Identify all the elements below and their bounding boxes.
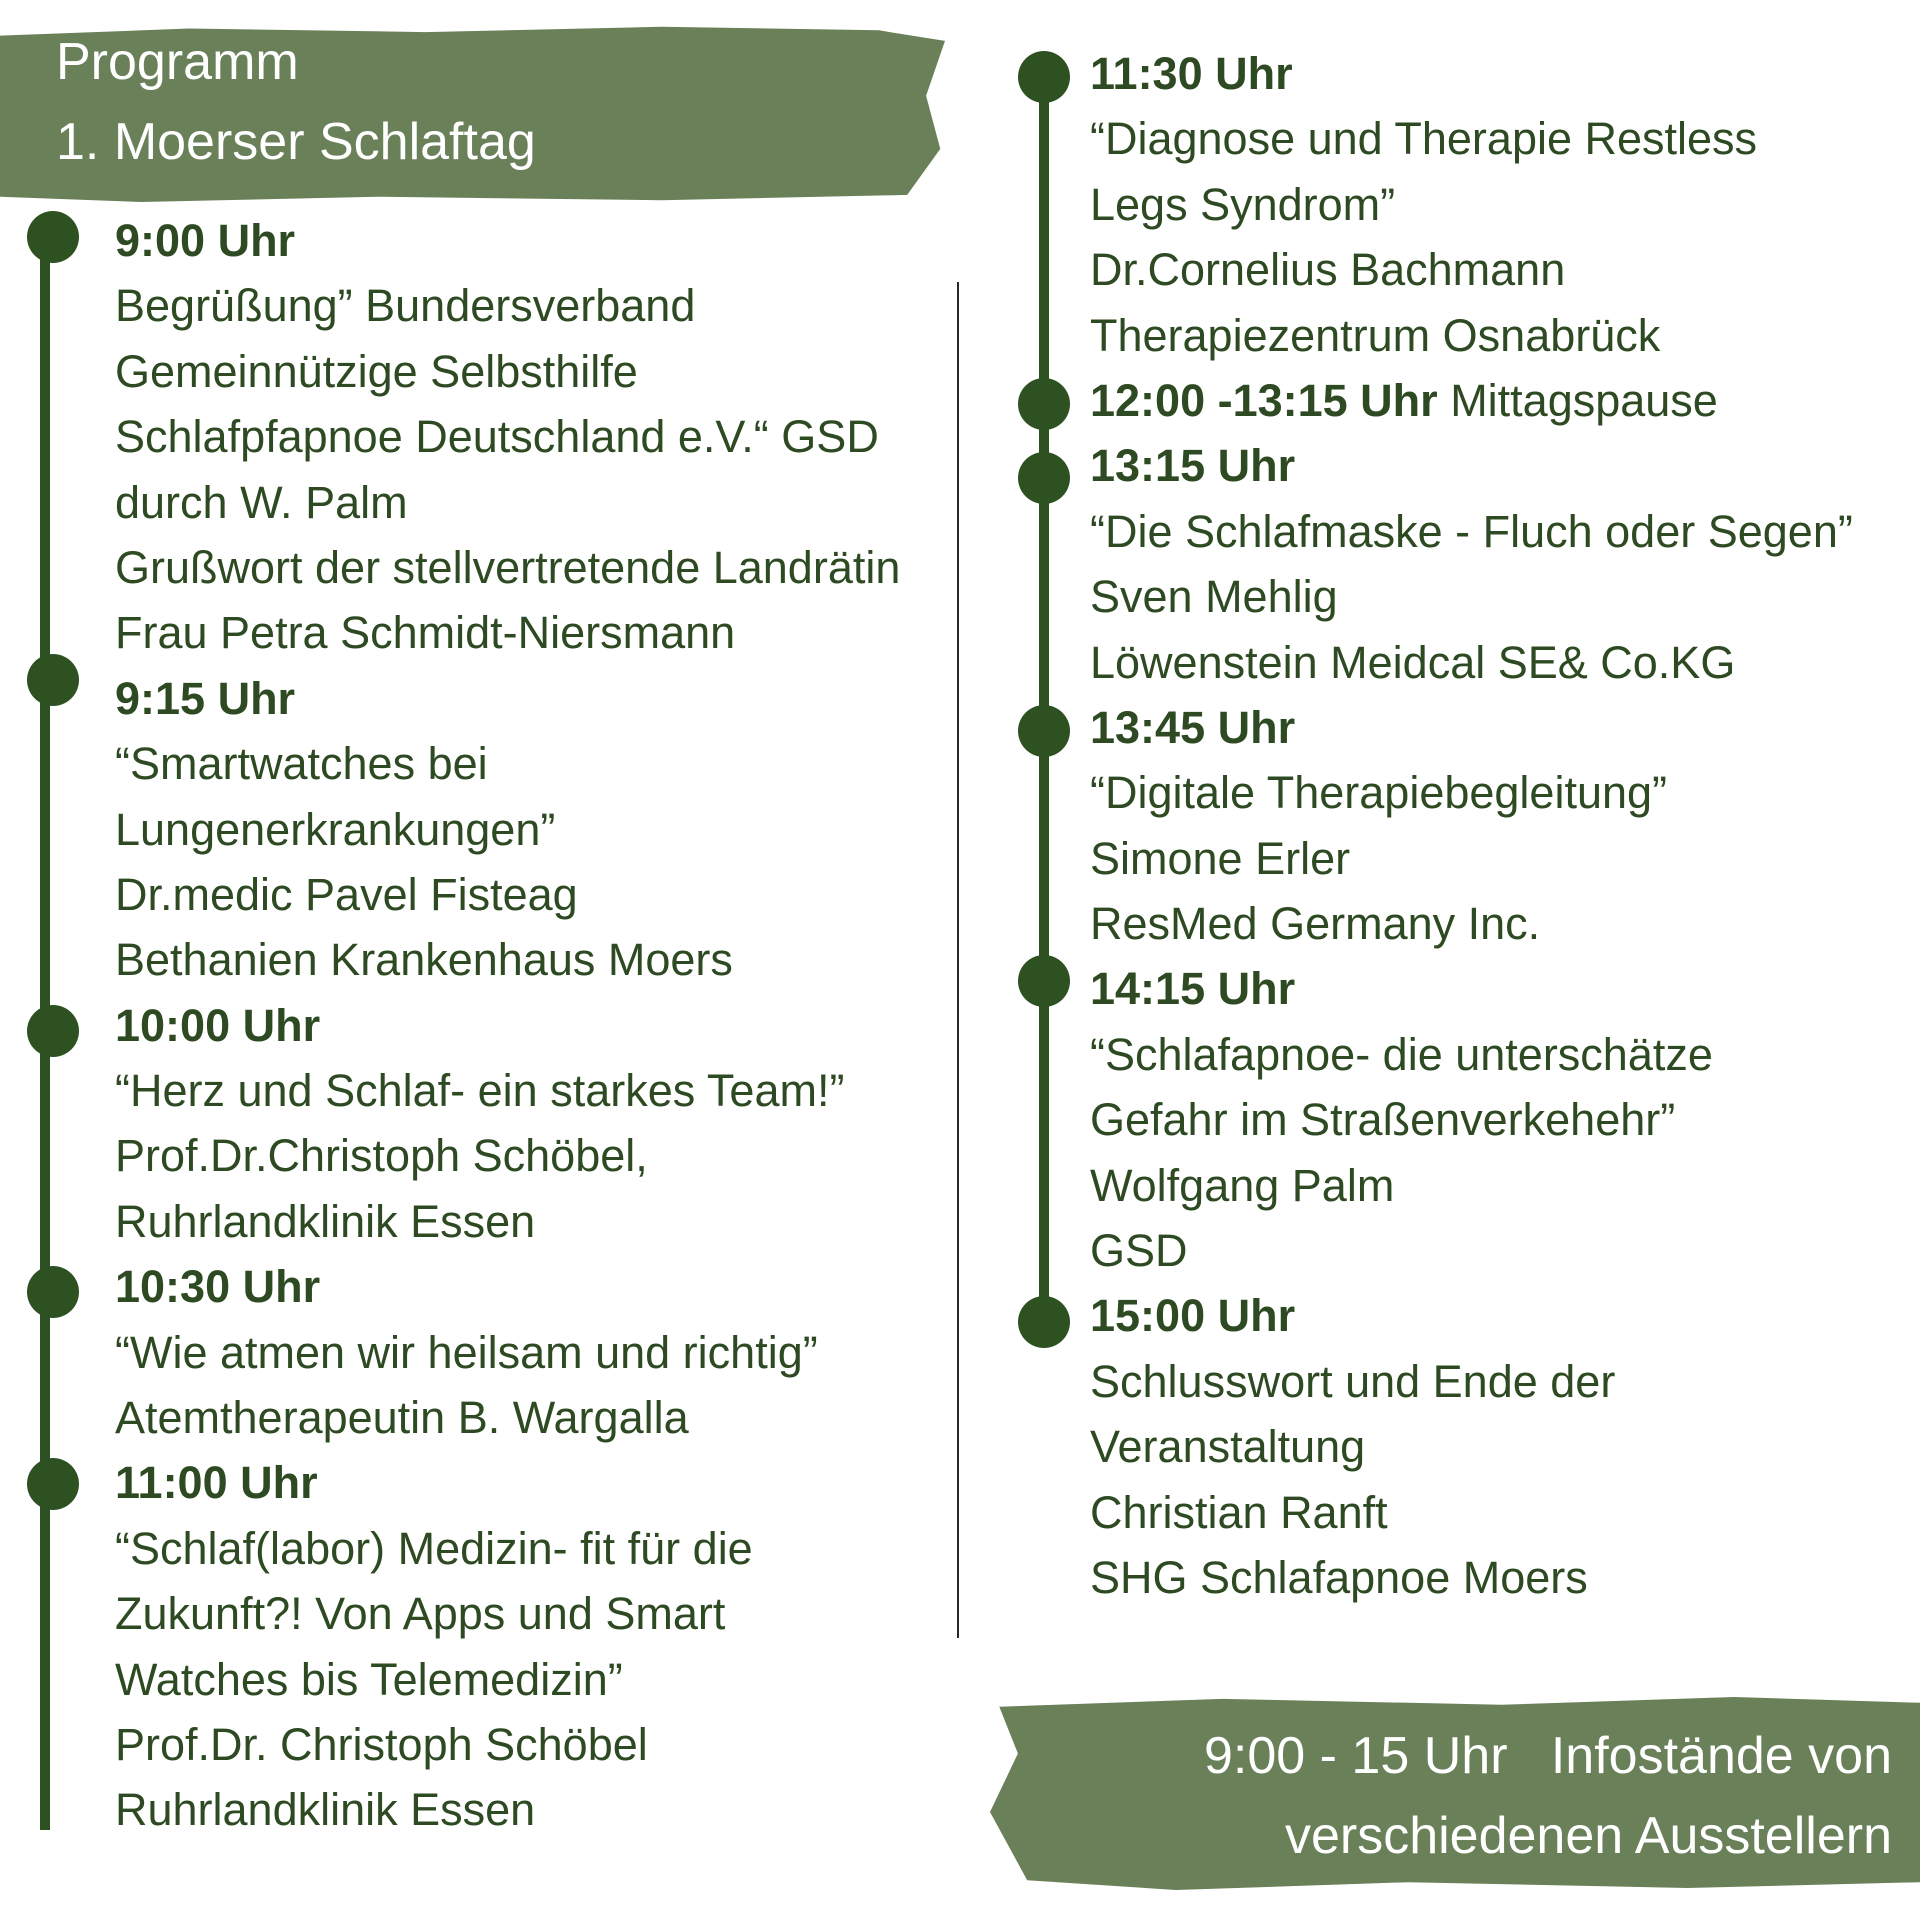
program-line: Frau Petra Schmidt-Niersmann — [115, 607, 736, 659]
program-line: Zukunft?! Von Apps und Smart — [115, 1588, 726, 1640]
program-line: Ruhrlandklinik Essen — [115, 1195, 536, 1247]
program-line: Atemtherapeutin B. Wargalla — [115, 1392, 689, 1444]
timeline-dot — [27, 1266, 79, 1318]
program-line: Löwenstein Meidcal SE& Co.KG — [1090, 636, 1736, 688]
timeline-dot — [1018, 51, 1070, 103]
timeline-dot — [1018, 378, 1070, 430]
time-label: 9:15 Uhr — [115, 672, 296, 724]
program-line: “Smartwatches bei — [115, 738, 488, 790]
timeline-dot — [27, 654, 79, 706]
time-label: 15:00 Uhr — [1090, 1290, 1296, 1342]
timeline-dot — [27, 1005, 79, 1057]
lunch-label: Mittagspause — [1437, 374, 1718, 426]
right-program-column — [1090, 41, 1910, 1610]
program-line: Dr.medic Pavel Fisteag — [115, 868, 578, 920]
program-line: “Die Schlafmaske - Fluch oder Segen” — [1090, 505, 1853, 557]
program-line: Ruhrlandklinik Essen — [115, 1784, 536, 1836]
program-line: Veranstaltung — [1090, 1421, 1366, 1473]
time-label: 10:00 Uhr — [115, 999, 321, 1051]
program-line: Wolfgang Palm — [1090, 1159, 1395, 1211]
time-label: 11:30 Uhr — [1090, 48, 1293, 99]
timeline-dot — [1018, 1296, 1070, 1348]
time-label: 10:30 Uhr — [115, 1261, 321, 1313]
program-line: Prof.Dr. Christoph Schöbel — [115, 1718, 648, 1770]
program-line: Christian Ranft — [1090, 1486, 1388, 1538]
program-line: Schlafpfapnoe Deutschland e.V.“ GSD — [115, 411, 879, 463]
timeline-dot — [27, 1458, 79, 1510]
program-line: Legs Syndrom” — [1090, 178, 1396, 230]
timeline-dot — [1018, 955, 1070, 1007]
program-line: “Wie atmen wir heilsam und richtig” — [115, 1326, 818, 1378]
info-text-line1: 9:00 - 15 Uhr Infostände von — [1204, 1727, 1892, 1785]
program-line: SHG Schlafapnoe Moers — [1090, 1551, 1588, 1603]
program-line: Simone Erler — [1090, 832, 1351, 884]
program-line: Dr.Cornelius Bachmann — [1090, 244, 1566, 296]
program-line: Gemeinnützige Selbsthilfe — [115, 345, 638, 397]
column-divider — [957, 282, 959, 1638]
program-line: Prof.Dr.Christoph Schöbel, — [115, 1130, 648, 1182]
program-line: “Herz und Schlaf- ein starkes Team!” — [115, 1065, 845, 1117]
program-line: Therapiezentrum Osnabrück — [1090, 309, 1661, 361]
timeline-dot — [1018, 452, 1070, 504]
program-line: Sven Mehlig — [1090, 571, 1338, 623]
program-line: Bethanien Krankenhaus Moers — [115, 934, 733, 986]
time-label: 14:15 Uhr — [1090, 963, 1296, 1015]
time-label: 9:00 Uhr — [115, 215, 296, 266]
header-title-event: 1. Moerser Schlaftag — [56, 113, 536, 171]
program-line: Begrüßung” Bundersverband — [115, 280, 696, 332]
right-timeline-line — [1039, 76, 1049, 1322]
program-line: ResMed Germany Inc. — [1090, 898, 1541, 950]
time-label: 11:00 Uhr — [115, 1457, 318, 1509]
time-label: 13:15 Uhr — [1090, 440, 1296, 492]
time-label: 12:00 -13:15 Uhr — [1090, 374, 1438, 426]
program-line: Gefahr im Straßenverkehehr” — [1090, 1094, 1676, 1146]
program-line: GSD — [1090, 1225, 1188, 1277]
left-program-column — [115, 208, 935, 1843]
program-line: “Schlafapnoe- die unterschätze — [1090, 1028, 1713, 1080]
timeline-dot — [27, 211, 79, 263]
program-line: Watches bis Telemedizin” — [115, 1653, 623, 1705]
timeline-dot — [1018, 705, 1070, 757]
header-title-programm: Programm — [56, 33, 299, 91]
program-line: Lungenerkrankungen” — [115, 803, 556, 855]
program-line: Grußwort der stellvertretende Landrätin — [115, 541, 901, 593]
program-line: “Diagnose und Therapie Restless — [1090, 113, 1758, 165]
program-line: “Digitale Therapiebegleitung” — [1090, 767, 1668, 819]
program-line: “Schlaf(labor) Medizin- fit für die — [115, 1522, 753, 1574]
program-line-lunch — [1090, 368, 1910, 433]
program-line: Schlusswort und Ende der — [1090, 1355, 1616, 1407]
info-text-line2: verschiedenen Ausstellern — [1284, 1807, 1892, 1865]
program-line: durch W. Palm — [115, 476, 408, 528]
time-label: 13:45 Uhr — [1090, 701, 1296, 753]
